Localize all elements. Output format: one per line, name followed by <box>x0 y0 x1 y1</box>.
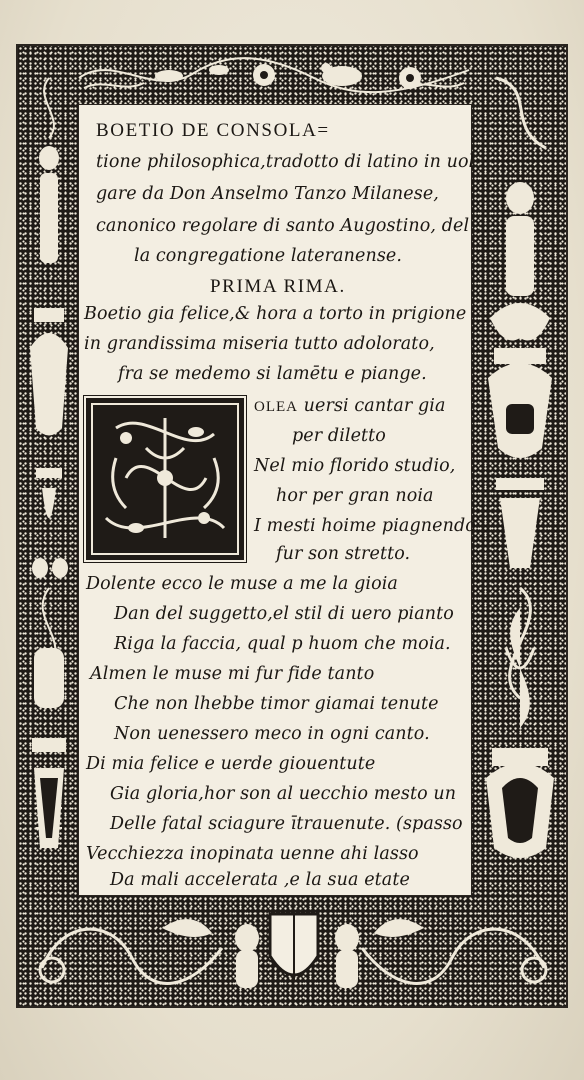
verse-line: Gia gloria,hor son al uecchio mesto un <box>110 784 457 804</box>
woodcut-candelabrum-icon <box>476 48 564 896</box>
title-line: BOETIO DE CONSOLA= <box>96 120 330 141</box>
verse-line: Almen le muse mi fur fide tanto <box>90 664 375 684</box>
verse-line: Dolente ecco le muse a me la gioia <box>86 574 398 594</box>
woodcut-border-ornament-icon <box>74 48 474 102</box>
verse-rest: uersi cantar gia <box>303 396 446 416</box>
woodcut-candelabrum-icon <box>22 48 76 896</box>
verse-line: Non uenessero meco in ogni canto. <box>114 724 430 744</box>
title-line: gare da Don Anselmo Tanzo Milanese, <box>96 184 439 204</box>
verse-line: Che non lhebbe timor giamai tenute <box>114 694 439 714</box>
right-ornament-column <box>476 48 564 896</box>
bottom-ornament-band <box>22 898 564 1004</box>
left-ornament-column <box>22 48 76 896</box>
verse-line: Dan del suggetto,el stil di uero pianto <box>114 604 454 624</box>
verse-line: hor per gran noia <box>276 486 434 506</box>
woodcut-sea-creatures-icon <box>22 898 564 1004</box>
verse-line: Nel mio florido studio, <box>254 456 456 476</box>
verse-line <box>254 396 446 416</box>
decorated-initial <box>86 398 244 560</box>
verse-line: per diletto <box>292 426 386 446</box>
title-line: tione philosophica,tradotto di latino in uol <box>96 152 475 172</box>
section-heading: PRIMA RIMA. <box>210 276 346 297</box>
text-block <box>78 104 476 896</box>
verse-line: Di mia felice e uerde giouentute <box>86 754 376 774</box>
verse-line: I mesti hoime piagnendo <box>254 516 476 536</box>
verse-caps: OLEA <box>254 399 298 415</box>
verse-line: fur son stretto. <box>276 544 411 564</box>
woodcut-initial-letter-icon <box>86 398 244 560</box>
heraldic-shield-icon <box>270 914 318 982</box>
verse-line: Delle fatal sciagure ītrauenute. (spasso <box>110 814 463 834</box>
argument-line: in grandissima miseria tutto adolorato, <box>84 334 435 354</box>
top-ornament-band <box>74 48 474 102</box>
title-line: la congregatione lateranense. <box>134 246 403 266</box>
verse-line: Riga la faccia, qual p huom che moia. <box>114 634 451 654</box>
verse-line: Vecchiezza inopinata uenne ahi lasso <box>86 844 419 864</box>
argument-line: fra se medemo si lamētu e piange. <box>118 364 427 384</box>
argument-line: Boetio gia felice,& hora a torto in prigione <box>84 304 467 324</box>
verse-line: Da mali accelerata ,e la sua etate <box>110 870 410 890</box>
title-line: canonico regolare di santo Augostino, del <box>96 216 470 236</box>
